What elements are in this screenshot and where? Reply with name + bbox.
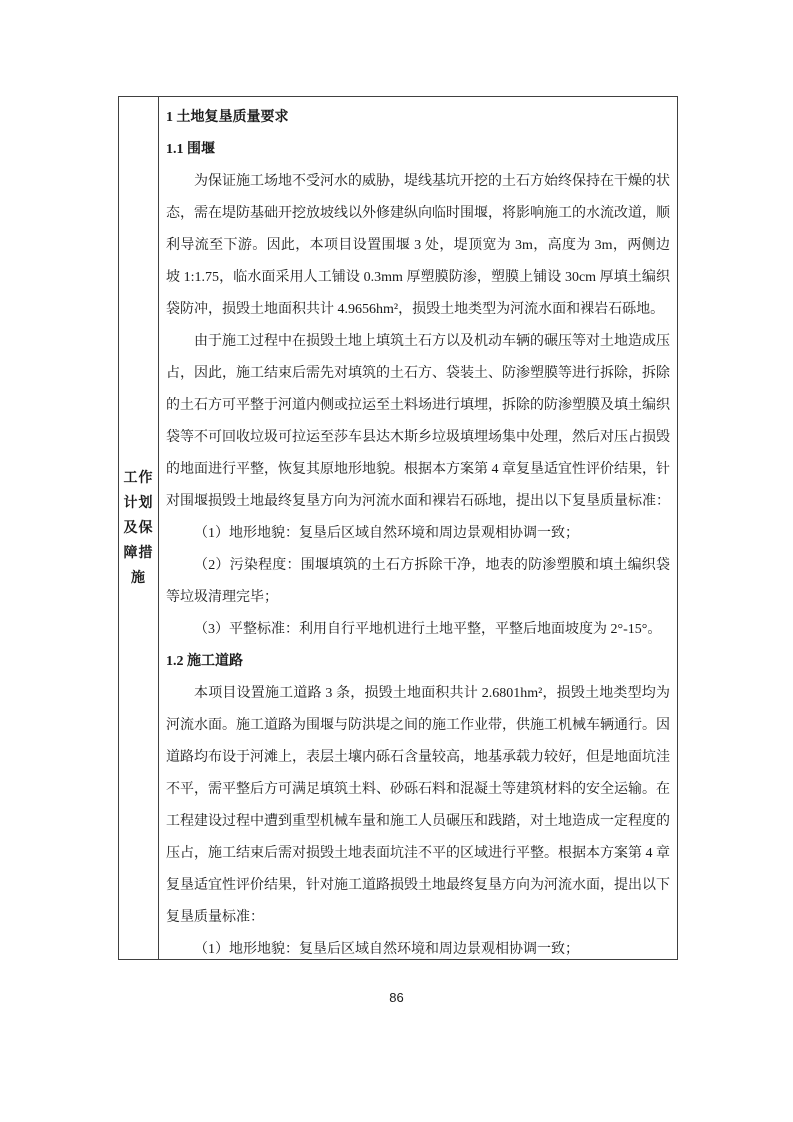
section-heading: 1 土地复垦质量要求 <box>166 110 289 125</box>
paragraph: 由于施工过程中在损毁土地上填筑土石方以及机动车辆的碾压等对土地造成压占，因此，施工结束后需先对填筑的土石方、袋装土、防渗塑膜等进行拆除，拆除的土石方可平整于河道内侧或拉运至土料场进行填埋，拆除的防渗塑膜及填土编织袋等不可回收垃圾可拉运至莎车县达木斯乡垃圾填埋场集中处理，然后对压占损毁的地面进行平整，恢复其原地形地貌。根据本方案第 4 章复垦适宜性评价结果，针对围堰损毁土地最终复垦方向为河流水面和裸岩石砾地，提出以下复垦质量标准： <box>166 334 670 509</box>
subsection-heading: 1.2 施工道路 <box>166 654 243 669</box>
list-item: （2）污染程度：围堰填筑的土石方拆除干净，地表的防渗塑膜和填土编织袋等垃圾清理完毕； <box>166 558 670 605</box>
row-header-cell <box>119 97 159 959</box>
content-cell <box>159 97 677 959</box>
list-item: （3）平整标准：利用自行平地机进行土地平整，平整后地面坡度为 2°-15°。 <box>194 622 662 637</box>
paragraph: 本项目设置施工道路 3 条，损毁土地面积共计 2.6801hm²，损毁土地类型均为河流水面。施工道路为围堰与防洪堤之间的施工作业带，供施工机械车辆通行。因道路均布设于河滩上，表层土壤内砾石含量较高，地基承载力较好，但是地面坑洼不平，需平整后方可满足填筑土料、砂砾石料和混凝土等建筑材料的安全运输。在工程建设过程中遭到重型机械车量和施工人员碾压和践踏，对土地造成一定程度的压占，施工结束后需对损毁土地表面坑洼不平的区域进行平整。根据本方案第 4 章复垦适宜性评价结果，针对施工道路损毁土地最终复垦方向为河流水面，提出以下复垦质量标准： <box>166 686 670 925</box>
page-number: 86 <box>389 990 404 1005</box>
list-item: （1）地形地貌：复垦后区域自然环境和周边景观相协调一致； <box>194 526 579 541</box>
list-item: （1）地形地貌：复垦后区域自然环境和周边景观相协调一致； <box>194 942 579 957</box>
paragraph: 为保证施工场地不受河水的威胁，堤线基坑开挖的土石方始终保持在干燥的状态，需在堤防基础开挖放坡线以外修建纵向临时围堰，将影响施工的水流改道，顺利导流至下游。因此，本项目设置围堰 3 处，堤顶宽为 3m，高度为 3m，两侧边坡 1:1.75，临水面采用人工铺设 0.3mm 厚塑膜防渗，塑膜上铺设 30cm 厚填土编织袋防冲，损毁土地面积共计 4.9656hm²，损毁土地类型为河流水面和裸岩石砾地。 <box>166 174 670 317</box>
content-table <box>118 96 678 960</box>
row-header-label-line: 施 <box>131 570 146 586</box>
row-header-label-line: 计划 <box>123 495 154 511</box>
row-header-label-line: 及保 <box>123 520 154 536</box>
subsection-heading: 1.1 围堰 <box>166 142 215 157</box>
row-header-label-line: 障措 <box>123 545 154 561</box>
row-header-label-line: 工作 <box>123 470 154 486</box>
